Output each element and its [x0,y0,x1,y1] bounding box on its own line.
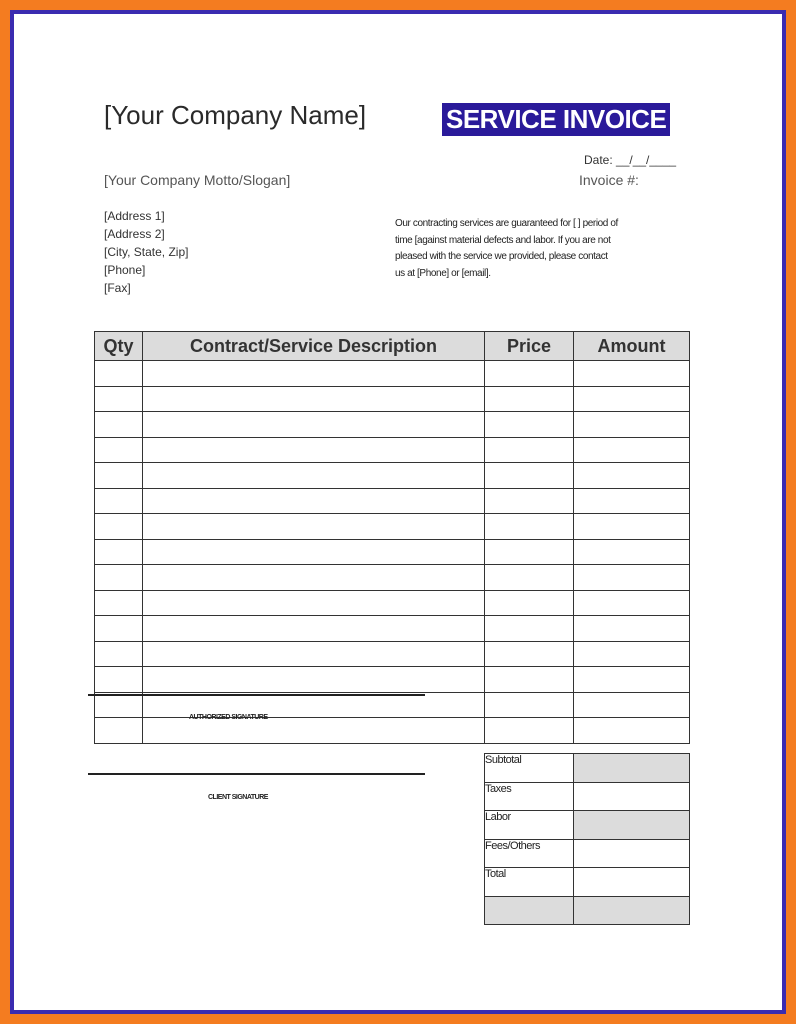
line-items-table [94,331,690,744]
address-line-2: [Address 2] [104,227,165,241]
price-cell[interactable] [485,616,574,642]
qty-cell[interactable] [95,514,143,540]
price-cell[interactable] [485,590,574,616]
table-row [95,386,690,412]
table-row [95,412,690,438]
amount-cell[interactable] [574,488,690,514]
qty-cell[interactable] [95,437,143,463]
summary-row-extra [485,896,690,925]
invoice-number-label: Invoice #: [579,172,639,188]
table-row [95,514,690,540]
description-cell[interactable] [143,590,485,616]
header-description: Contract/Service Description [143,332,485,361]
amount-cell[interactable] [574,718,690,744]
fees-label: Fees/Others [485,839,574,868]
table-row [95,667,690,693]
price-cell[interactable] [485,463,574,489]
amount-cell[interactable] [574,386,690,412]
description-cell[interactable] [143,641,485,667]
description-cell[interactable] [143,667,485,693]
qty-cell[interactable] [95,590,143,616]
taxes-value[interactable] [574,782,690,811]
description-cell[interactable] [143,718,485,744]
price-cell[interactable] [485,692,574,718]
qty-cell[interactable] [95,539,143,565]
amount-cell[interactable] [574,616,690,642]
summary-row-labor [485,811,690,840]
summary-row-total [485,868,690,897]
authorized-signature-label: AUTHORIZED SIGNATURE [189,714,268,721]
summary-row-taxes [485,782,690,811]
extra-value[interactable] [574,896,690,925]
amount-cell[interactable] [574,412,690,438]
qty-cell[interactable] [95,463,143,489]
price-cell[interactable] [485,514,574,540]
amount-cell[interactable] [574,565,690,591]
address-line-1: [Address 1] [104,209,165,223]
taxes-label: Taxes [485,782,574,811]
summary-row-fees [485,839,690,868]
summary-table [484,753,690,925]
price-cell[interactable] [485,539,574,565]
table-row [95,488,690,514]
qty-cell[interactable] [95,616,143,642]
header-qty: Qty [95,332,143,361]
document-title: SERVICE INVOICE [442,103,670,136]
company-name: [Your Company Name] [104,100,367,130]
summary-row-subtotal [485,754,690,783]
address-fax: [Fax] [104,281,131,295]
amount-cell[interactable] [574,692,690,718]
table-header-row [95,332,690,361]
description-cell[interactable] [143,437,485,463]
terms-line-2: time [against material defects and labor. If you are not [395,235,611,246]
price-cell[interactable] [485,667,574,693]
company-slogan: [Your Company Motto/Slogan] [104,172,291,188]
description-cell[interactable] [143,616,485,642]
fees-value[interactable] [574,839,690,868]
qty-cell[interactable] [95,488,143,514]
price-cell[interactable] [485,565,574,591]
description-cell[interactable] [143,463,485,489]
table-row [95,539,690,565]
price-cell[interactable] [485,641,574,667]
qty-cell[interactable] [95,412,143,438]
qty-cell[interactable] [95,386,143,412]
price-cell[interactable] [485,361,574,387]
address-city-state-zip: [City, State, Zip] [104,245,189,259]
price-cell[interactable] [485,412,574,438]
table-row [95,437,690,463]
description-cell[interactable] [143,514,485,540]
total-value[interactable] [574,868,690,897]
table-row [95,616,690,642]
extra-label [485,896,574,925]
terms-line-4: us at [Phone] or [email]. [395,268,491,279]
amount-cell[interactable] [574,539,690,565]
client-signature-label: CLIENT SIGNATURE [208,794,268,801]
amount-cell[interactable] [574,514,690,540]
labor-value[interactable] [574,811,690,840]
address-phone: [Phone] [104,263,146,277]
description-cell[interactable] [143,412,485,438]
qty-cell[interactable] [95,565,143,591]
header-amount: Amount [574,332,690,361]
amount-cell[interactable] [574,641,690,667]
table-row [95,463,690,489]
amount-cell[interactable] [574,437,690,463]
qty-cell[interactable] [95,718,143,744]
price-cell[interactable] [485,488,574,514]
labor-label: Labor [485,811,574,840]
total-label: Total [485,868,574,897]
description-cell[interactable] [143,488,485,514]
amount-cell[interactable] [574,590,690,616]
qty-cell[interactable] [95,667,143,693]
price-cell[interactable] [485,718,574,744]
amount-cell[interactable] [574,361,690,387]
price-cell[interactable] [485,437,574,463]
header-price: Price [485,332,574,361]
date-field: Date: __/__/____ [584,153,677,167]
terms-line-3: pleased with the service we provided, please contact [395,251,608,262]
authorized-signature-line [88,694,425,696]
qty-cell[interactable] [95,641,143,667]
amount-cell[interactable] [574,667,690,693]
description-cell[interactable] [143,386,485,412]
subtotal-value[interactable] [574,754,690,783]
terms-line-1: Our contracting services are guaranteed for [ ] period of [395,218,618,229]
description-cell[interactable] [143,361,485,387]
subtotal-label: Subtotal [485,754,574,783]
price-cell[interactable] [485,386,574,412]
client-signature-line [88,773,425,775]
table-row [95,361,690,387]
qty-cell[interactable] [95,361,143,387]
table-row [95,718,690,744]
amount-cell[interactable] [574,463,690,489]
description-cell[interactable] [143,565,485,591]
table-row [95,641,690,667]
description-cell[interactable] [143,539,485,565]
table-row [95,590,690,616]
table-row [95,565,690,591]
